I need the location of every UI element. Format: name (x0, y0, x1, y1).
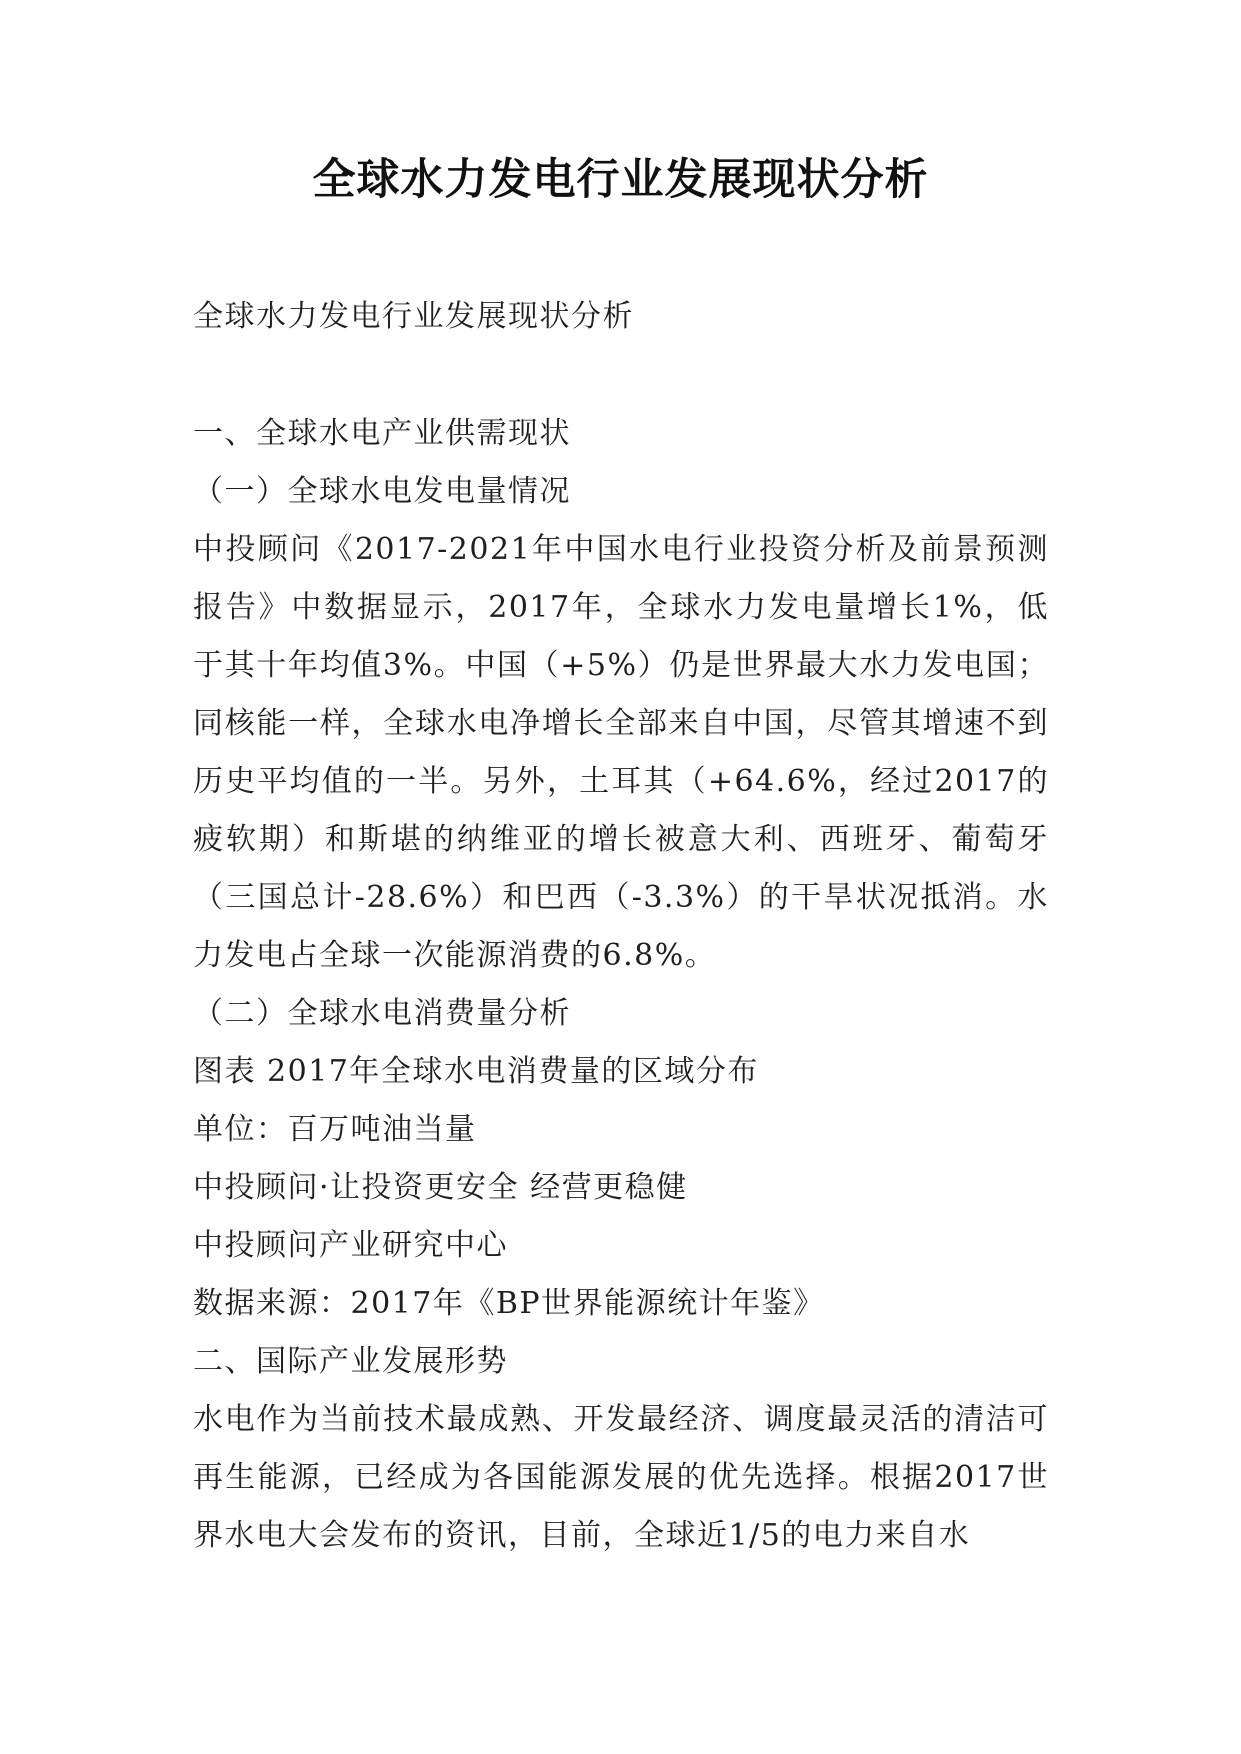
figure-source: 数据来源：2017年《BP世界能源统计年鉴》 (193, 1286, 825, 1321)
paragraph-international: 水电作为当前技术最成熟、开发最经济、调度最灵活的清洁可再生能源，已经成为各国能源发展的优先选择。根据2017世界水电大会发布的资讯，目前，全球近1/5的电力来自水 (193, 1402, 1049, 1553)
document-title: 全球水力发电行业发展现状分析 (312, 155, 929, 205)
document-subtitle: 全球水力发电行业发展现状分析 (193, 299, 634, 334)
section-heading-1: 一、全球水电产业供需现状 (193, 416, 571, 451)
subsection-heading-1: （一）全球水电发电量情况 (193, 474, 571, 509)
paragraph-generation: 中投顾问《2017-2021年中国水电行业投资分析及前景预测报告》中数据显示，2017年，全球水力发电量增长1%，低于其十年均值3%。中国（+5%）仍是世界最大水力发电国；同核能一样，全球水电净增长全部来自中国，尽管其增速不到历史平均值的一半。另外，土耳其（+64.6%，经过2017的疲软期）和斯堪的纳维亚的增长被意大利、西班牙、葡萄牙（三国总计-28.6%）和巴西（-3.3%）的干旱状况抵消。水力发电占全球一次能源消费的6.8%。 (193, 532, 1049, 973)
document-body (193, 405, 1049, 1565)
section-heading-2: 二、国际产业发展形势 (193, 1344, 508, 1379)
figure-slogan: 中投顾问·让投资更安全 经营更稳健 (193, 1170, 688, 1205)
figure-unit: 单位：百万吨油当量 (193, 1112, 477, 1147)
figure-org: 中投顾问产业研究中心 (193, 1228, 508, 1263)
subsection-heading-2: （二）全球水电消费量分析 (193, 996, 571, 1031)
figure-caption: 图表 2017年全球水电消费量的区域分布 (193, 1054, 759, 1089)
